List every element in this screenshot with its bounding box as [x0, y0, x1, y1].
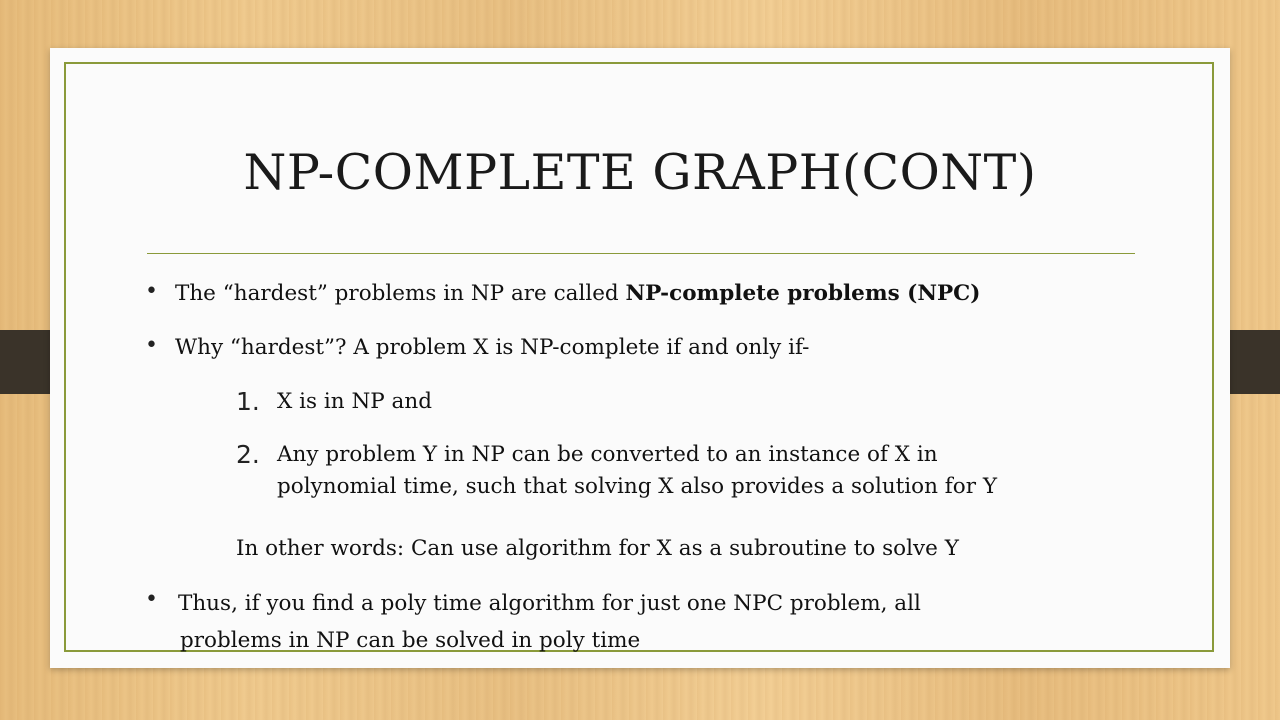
numbered-item-1-number: 1. — [236, 387, 260, 416]
bullet-icon: • — [145, 279, 158, 304]
numbered-item-2-line-1: Any problem Y in NP can be converted to an instance of X in — [277, 442, 938, 467]
bullet-icon: • — [145, 333, 158, 358]
bullet-1-text-regular: The “hardest” problems in NP are called — [175, 281, 626, 306]
bullet-3-line-1: Thus, if you find a poly time algorithm for just one NPC problem, all — [178, 591, 921, 616]
bullet-icon: • — [145, 587, 158, 612]
bullet-1-text — [175, 280, 980, 308]
bullet-1-text-bold: NP-complete problems (NPC) — [625, 281, 981, 306]
bullet-2-text: Why “hardest”? A problem X is NP-complete if and only if- — [175, 335, 810, 360]
bullet-3-line-2: problems in NP can be solved in poly time — [180, 628, 641, 653]
numbered-item-2-number: 2. — [236, 440, 260, 469]
numbered-item-1-text: X is in NP and — [277, 389, 432, 414]
slide-card — [50, 48, 1230, 668]
numbered-item-2-line-2: polynomial time, such that solving X also provides a solution for Y — [277, 474, 998, 499]
note-text: In other words: Can use algorithm for X as a subroutine to solve Y — [236, 536, 959, 561]
slide-title: NP-COMPLETE GRAPH(CONT) — [243, 144, 1037, 201]
title-divider — [147, 253, 1135, 254]
